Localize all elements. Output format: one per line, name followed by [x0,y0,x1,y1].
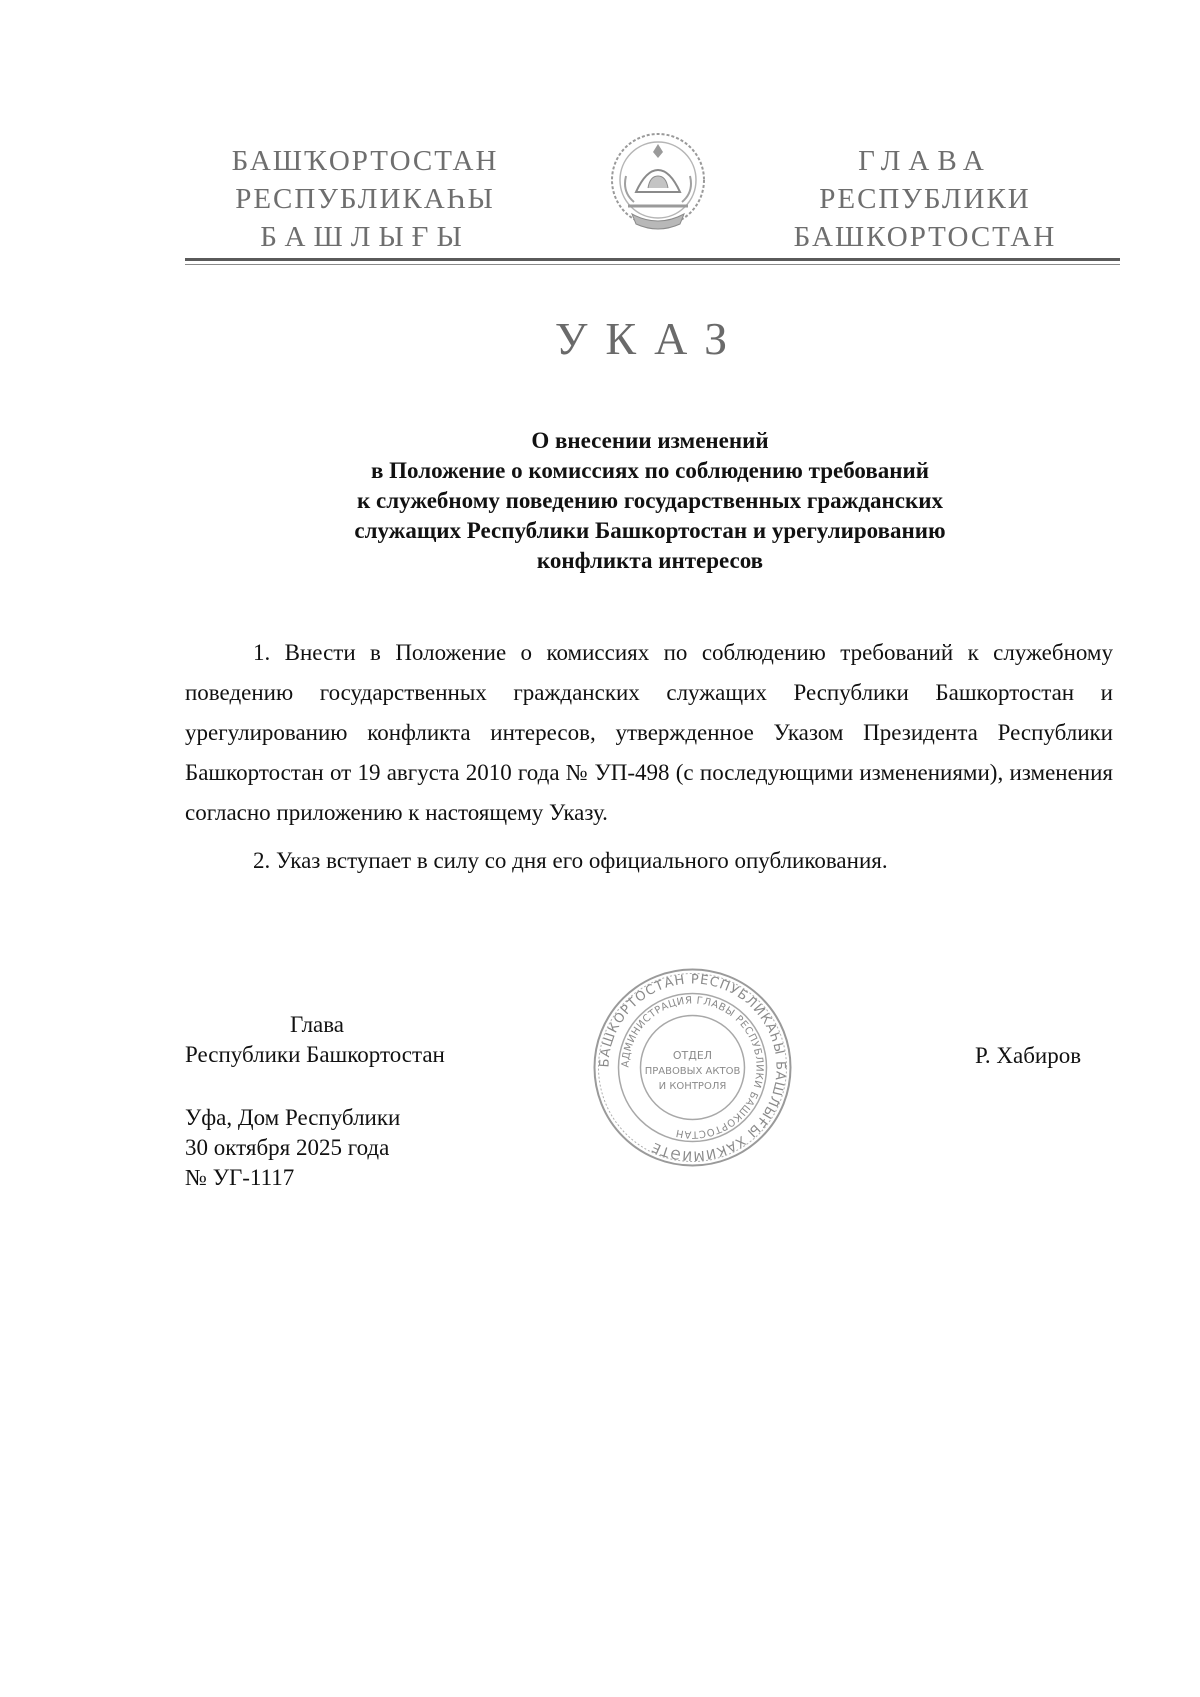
decree-title [230,426,1070,576]
header-left-line1: БАШҠОРТОСТАН [231,145,499,177]
body-paragraph-2: 2. Указ вступает в силу со дня его официального опубликования. [253,848,888,873]
seal-center-line1: ОТДЕЛ [672,1049,713,1062]
header-right-line3: БАШКОРТОСТАН [793,221,1057,253]
signatory-position-line2: Республики Башкортостан [185,1042,445,1067]
decree-number: № УГ-1117 [185,1165,295,1190]
official-seal-icon [590,965,795,1170]
signatory-position-line1: Глава [290,1012,345,1037]
decree-body [185,633,1113,881]
header-right-line1: ГЛАВА [858,145,992,177]
title-line: конфликта интересов [536,548,764,573]
header-right-line2: РЕСПУБЛИКИ [819,183,1031,215]
header-left-line2: РЕСПУБЛИКАҺЫ [235,183,495,215]
title-line: служащих Республики Башкортостан и урегулированию [354,518,946,543]
coat-of-arms-icon [598,130,718,242]
title-line: О внесении изменений [531,428,769,453]
seal-center-line2: ПРАВОВЫХ АКТОВ [644,1066,741,1077]
header-russian-title [765,142,1085,256]
place-date-number [185,1103,400,1193]
decree-place: Уфа, Дом Республики [185,1105,401,1130]
document-type-heading: УКАЗ [554,313,746,364]
header-left-line3: БАШЛЫҒЫ [260,221,470,253]
seal-outer-ring-text: БАШКОРТОСТАН РЕСПУБЛИКАҺЫ БАШЛЫҒЫ ХАКИМИӘТЕ [597,972,788,1163]
body-paragraph-1: 1. Внести в Положение о комиссиях по соблюдению требований к служебному поведению государственных гражданских служащих Республики Башкортостан и урегулированию конфликта интересов, утвержденное Указом Президента Республики Башкортостан от 19 августа 2010 года № УП-498 (с последующими изменениями), изменения согласно приложению к настоящему Указу. [185,640,1113,825]
header-rule-thick [185,258,1120,261]
signatory-position [185,1010,445,1070]
seal-center-line3: И КОНТРОЛЯ [658,1081,727,1092]
header-bashkir-title [195,142,535,256]
seal-inner-ring-text: АДМИНИСТРАЦИЯ ГЛАВЫ РЕСПУБЛИКИ БАШКОРТОСТАН [620,995,765,1140]
title-line: к служебному поведению государственных гражданских [357,488,943,513]
title-line: в Положение о комиссиях по соблюдению требований [370,458,930,483]
signatory-name: Р. Хабиров [975,1043,1082,1068]
header-rule-thin [185,264,1120,265]
decree-date: 30 октября 2025 года [185,1135,390,1160]
